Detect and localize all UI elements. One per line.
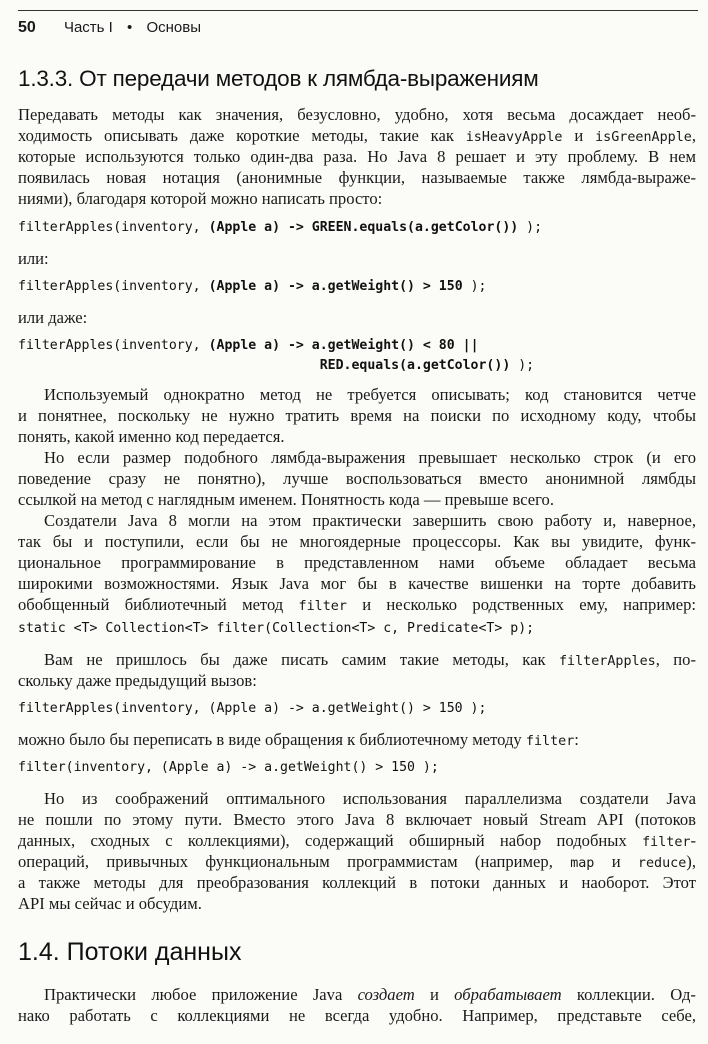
page-number: 50 — [18, 19, 36, 36]
inline-code: filter — [298, 599, 347, 614]
text-line: так бы и поступили, если бы не многоядерные процессоры. Как вы увидите, функ- — [18, 532, 696, 551]
paragraph: можно было бы переписать в виде обращения к библиотечному методу filter: — [18, 730, 579, 749]
paragraph — [18, 788, 696, 914]
text-line: появилась новая нотация (анонимные функции, называемые также лямбда-выраже- — [18, 168, 696, 187]
text-line: широкими возможностями. Язык Java мог бы в качестве вишенки на торте добавить — [18, 574, 696, 593]
text-line: Но если размер подобного лямбда-выражения превышает несколько строк (и его — [44, 448, 696, 467]
text-line: ниями), благодаря которой можно написать просто: — [18, 189, 383, 208]
text-line: Создатели Java 8 могли на этом практически завершить свою работу и, наверное, — [44, 511, 696, 530]
text-line: данных, сходных с коллекциями), содержащий обширный набор подобных filter- — [18, 831, 696, 850]
text-line: операций, привычных функциональным программистам (например, map и reduce), — [18, 852, 696, 871]
paragraph — [18, 447, 696, 510]
text-line: API мы сейчас и обсудим. — [18, 894, 202, 913]
text-line: Но из соображений оптимального использования параллелизма создатели Java — [44, 789, 696, 808]
text-line: обобщенный библиотечный метод filter и несколько родственных ему, например: — [18, 595, 696, 614]
text-line: скольку даже предыдущий вызов: — [18, 671, 257, 690]
text-line: циональное программирование в представленном нами объеме обладает весьма — [18, 553, 696, 572]
inline-code: isHeavyApple — [465, 130, 563, 145]
text-line: которые используются только один-два раза. Но Java 8 решает и эту проблему. В нем — [18, 147, 696, 166]
text-line: ссылкой на метод с наглядным именем. Понятность кода — превыше всего. — [18, 490, 554, 509]
text-line: Передавать методы как значения, безусловно, удобно, хотя весьма досаждает необ- — [18, 105, 696, 124]
text-line: не пошли по этому пути. Вместо этого Java 8 включает новый Stream API (потоков — [18, 810, 696, 829]
running-header — [18, 16, 698, 40]
header-part: Часть I — [63, 19, 113, 36]
connector-text: или даже: — [18, 308, 88, 327]
code-block-2: filterApples(inventory, (Apple a) -> a.getWeight() > 150 ); — [18, 279, 487, 294]
text-line: ходимость описывать даже короткие методы, такие как isHeavyApple и isGreenApple, — [18, 126, 696, 145]
paragraph — [18, 649, 696, 691]
inline-code: reduce — [637, 856, 687, 871]
paragraph — [18, 510, 696, 615]
inline-code: filterApples — [558, 654, 656, 669]
paragraph — [18, 384, 696, 447]
text-line: и понятнее, поскольку не нужно тратить время на поиски по исходному коду, чтобы — [18, 406, 696, 425]
header-separator: • — [127, 19, 133, 36]
connector-text: или: — [18, 249, 49, 268]
section-heading-1-3-3: 1.3.3. От передачи методов к лямбда-выражениям — [18, 66, 539, 91]
text-line: поведение сразу не понятно), лучше воспользоваться вместо анонимной лямбды — [18, 469, 696, 488]
inline-code: filter — [525, 734, 575, 749]
paragraph — [18, 984, 696, 1026]
code-block-4: static <T> Collection<T> filter(Collection<T> c, Predicate<T> p); — [18, 621, 535, 636]
text-line: Вам не пришлось бы даже писать самим такие методы, как filterApples, по- — [44, 650, 696, 669]
code-block-6: filter(inventory, (Apple a) -> a.getWeight() > 150 ); — [18, 760, 439, 775]
text-line: Используемый однократно метод не требуется описывать; код становится четче — [44, 385, 696, 404]
code-block-1: filterApples(inventory, (Apple a) -> GREEN.equals(a.getColor()) ); — [18, 220, 543, 235]
text-line: понять, какой именно код передается. — [18, 427, 285, 446]
inline-code: map — [570, 856, 595, 871]
text-line: нако работать с коллекциями не всегда удобно. Например, представьте себе, — [18, 1006, 696, 1025]
paragraph-intro — [18, 104, 696, 209]
inline-code: filter — [642, 835, 691, 850]
code-block-5: filterApples(inventory, (Apple a) -> a.getWeight() > 150 ); — [18, 701, 487, 716]
header-chapter: Основы — [146, 19, 201, 36]
section-heading-1-4: 1.4. Потоки данных — [18, 938, 242, 966]
inline-code: isGreenApple — [595, 130, 692, 145]
code-block-3: filterApples(inventory, (Apple a) -> a.getWeight() < 80 || RED.equals(a.getColor()) ); — [18, 338, 535, 373]
text-line: а также методы для преобразования коллекций в потоки данных и наоборот. Этот — [18, 873, 696, 892]
header-rule — [18, 10, 698, 11]
text-line: Практически любое приложение Java создает и обрабатывает коллекции. Од- — [44, 985, 696, 1004]
